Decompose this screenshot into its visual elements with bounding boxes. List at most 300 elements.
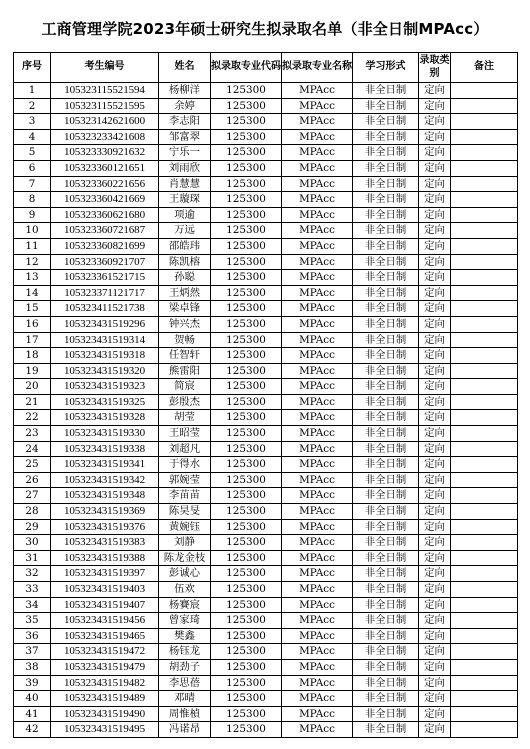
table-row: [14, 659, 518, 675]
row-index: 13: [14, 270, 51, 286]
header-candidate-id: 考生编号: [51, 53, 159, 83]
admission-type: 定向: [419, 270, 451, 286]
major-code: 125300: [211, 160, 282, 176]
remarks: [451, 613, 518, 629]
major-name: MPAcc: [282, 644, 353, 660]
student-name: 刘静: [159, 535, 211, 551]
row-index: 39: [14, 675, 51, 691]
table-row: [14, 129, 518, 145]
study-mode: 非全日制: [353, 145, 419, 161]
study-mode: 非全日制: [353, 613, 419, 629]
student-name: 刘雨欣: [159, 160, 211, 176]
row-index: 33: [14, 582, 51, 598]
row-index: 8: [14, 192, 51, 208]
row-index: 24: [14, 441, 51, 457]
candidate-id: 105323142621600: [51, 114, 159, 130]
remarks: [451, 722, 518, 738]
study-mode: 非全日制: [353, 722, 419, 738]
major-code: 125300: [211, 675, 282, 691]
table-row: [14, 488, 518, 504]
row-index: 2: [14, 98, 51, 114]
student-name: 贺畅: [159, 332, 211, 348]
candidate-id: 105323411521738: [51, 301, 159, 317]
remarks: [451, 644, 518, 660]
row-index: 1: [14, 83, 51, 99]
study-mode: 非全日制: [353, 348, 419, 364]
remarks: [451, 691, 518, 707]
candidate-id: 105323431519479: [51, 659, 159, 675]
candidate-id: 105323431519397: [51, 566, 159, 582]
student-name: 冯诺昂: [159, 722, 211, 738]
remarks: [451, 379, 518, 395]
major-name: MPAcc: [282, 207, 353, 223]
major-code: 125300: [211, 488, 282, 504]
row-index: 40: [14, 691, 51, 707]
study-mode: 非全日制: [353, 488, 419, 504]
row-index: 36: [14, 628, 51, 644]
candidate-id: 105323115521595: [51, 98, 159, 114]
study-mode: 非全日制: [353, 659, 419, 675]
candidate-id: 105323431519328: [51, 410, 159, 426]
study-mode: 非全日制: [353, 316, 419, 332]
student-name: 曾家琦: [159, 613, 211, 629]
student-name: 刘超凡: [159, 441, 211, 457]
header-name: 姓名: [159, 53, 211, 83]
remarks: [451, 566, 518, 582]
student-name: 伍欢: [159, 582, 211, 598]
major-name: MPAcc: [282, 472, 353, 488]
remarks: [451, 441, 518, 457]
major-name: MPAcc: [282, 285, 353, 301]
admission-type: 定向: [419, 98, 451, 114]
major-name: MPAcc: [282, 628, 353, 644]
student-name: 于得水: [159, 457, 211, 473]
row-index: 31: [14, 550, 51, 566]
row-index: 38: [14, 659, 51, 675]
table-row: [14, 316, 518, 332]
major-code: 125300: [211, 535, 282, 551]
student-name: 黄婉钰: [159, 519, 211, 535]
study-mode: 非全日制: [353, 160, 419, 176]
student-name: 李苗苗: [159, 488, 211, 504]
student-name: 肖慧慧: [159, 176, 211, 192]
student-name: 杨賽宸: [159, 597, 211, 613]
major-code: 125300: [211, 441, 282, 457]
major-name: MPAcc: [282, 301, 353, 317]
study-mode: 非全日制: [353, 441, 419, 457]
table-row: [14, 441, 518, 457]
study-mode: 非全日制: [353, 83, 419, 99]
major-code: 125300: [211, 706, 282, 722]
study-mode: 非全日制: [353, 114, 419, 130]
remarks: [451, 659, 518, 675]
admission-type: 定向: [419, 566, 451, 582]
table-row: [14, 301, 518, 317]
major-code: 125300: [211, 332, 282, 348]
admission-type: 定向: [419, 379, 451, 395]
remarks: [451, 394, 518, 410]
admission-type: 定向: [419, 691, 451, 707]
study-mode: 非全日制: [353, 535, 419, 551]
major-name: MPAcc: [282, 348, 353, 364]
candidate-id: 105323360221656: [51, 176, 159, 192]
remarks: [451, 316, 518, 332]
table-body: [14, 83, 518, 738]
remarks: [451, 410, 518, 426]
table-row: [14, 160, 518, 176]
major-name: MPAcc: [282, 488, 353, 504]
table-row: [14, 114, 518, 130]
student-name: 邓晴: [159, 691, 211, 707]
remarks: [451, 192, 518, 208]
major-name: MPAcc: [282, 504, 353, 520]
admission-type: 定向: [419, 504, 451, 520]
study-mode: 非全日制: [353, 691, 419, 707]
remarks: [451, 114, 518, 130]
table-row: [14, 582, 518, 598]
major-name: MPAcc: [282, 722, 353, 738]
row-index: 42: [14, 722, 51, 738]
table-row: [14, 98, 518, 114]
admission-type: 定向: [419, 457, 451, 473]
remarks: [451, 83, 518, 99]
major-code: 125300: [211, 472, 282, 488]
table-row: [14, 285, 518, 301]
major-name: MPAcc: [282, 550, 353, 566]
candidate-id: 105323360921707: [51, 254, 159, 270]
study-mode: 非全日制: [353, 254, 419, 270]
student-name: 孙聪: [159, 270, 211, 286]
candidate-id: 105323431519388: [51, 550, 159, 566]
table-row: [14, 332, 518, 348]
student-name: 陈昊旻: [159, 504, 211, 520]
major-name: MPAcc: [282, 223, 353, 239]
candidate-id: 105323431519318: [51, 348, 159, 364]
admission-type: 定向: [419, 223, 451, 239]
candidate-id: 105323330921632: [51, 145, 159, 161]
row-index: 16: [14, 316, 51, 332]
admission-type: 定向: [419, 145, 451, 161]
major-name: MPAcc: [282, 597, 353, 613]
remarks: [451, 363, 518, 379]
student-name: 杨钰龙: [159, 644, 211, 660]
major-code: 125300: [211, 83, 282, 99]
row-index: 19: [14, 363, 51, 379]
major-name: MPAcc: [282, 160, 353, 176]
admission-type: 定向: [419, 426, 451, 442]
major-name: MPAcc: [282, 426, 353, 442]
remarks: [451, 504, 518, 520]
candidate-id: 105323431519348: [51, 488, 159, 504]
major-code: 125300: [211, 270, 282, 286]
student-name: 樊鑫: [159, 628, 211, 644]
candidate-id: 105323360121651: [51, 160, 159, 176]
major-code: 125300: [211, 613, 282, 629]
major-name: MPAcc: [282, 582, 353, 598]
admission-type: 定向: [419, 192, 451, 208]
admission-type: 定向: [419, 316, 451, 332]
table-row: [14, 628, 518, 644]
table-row: [14, 207, 518, 223]
major-code: 125300: [211, 379, 282, 395]
major-code: 125300: [211, 316, 282, 332]
table-row: [14, 270, 518, 286]
candidate-id: 105323360621680: [51, 207, 159, 223]
candidate-id: 105323431519465: [51, 628, 159, 644]
major-code: 125300: [211, 504, 282, 520]
student-name: 李志阳: [159, 114, 211, 130]
table-header-row: [14, 53, 518, 83]
remarks: [451, 582, 518, 598]
candidate-id: 105323431519490: [51, 706, 159, 722]
row-index: 7: [14, 176, 51, 192]
remarks: [451, 457, 518, 473]
study-mode: 非全日制: [353, 176, 419, 192]
admission-table: [13, 52, 518, 738]
remarks: [451, 628, 518, 644]
major-name: MPAcc: [282, 613, 353, 629]
table-row: [14, 675, 518, 691]
major-code: 125300: [211, 348, 282, 364]
remarks: [451, 160, 518, 176]
admission-type: 定向: [419, 363, 451, 379]
table-row: [14, 457, 518, 473]
study-mode: 非全日制: [353, 644, 419, 660]
major-code: 125300: [211, 394, 282, 410]
row-index: 20: [14, 379, 51, 395]
major-code: 125300: [211, 628, 282, 644]
study-mode: 非全日制: [353, 457, 419, 473]
candidate-id: 105323115521594: [51, 83, 159, 99]
study-mode: 非全日制: [353, 472, 419, 488]
table-row: [14, 192, 518, 208]
admission-type: 定向: [419, 519, 451, 535]
student-name: 胡莹: [159, 410, 211, 426]
admission-type: 定向: [419, 160, 451, 176]
row-index: 35: [14, 613, 51, 629]
remarks: [451, 98, 518, 114]
student-name: 李思蓓: [159, 675, 211, 691]
admission-type: 定向: [419, 129, 451, 145]
major-name: MPAcc: [282, 129, 353, 145]
major-name: MPAcc: [282, 316, 353, 332]
table-header: [14, 53, 518, 83]
admission-type: 定向: [419, 441, 451, 457]
header-index: 序号: [14, 53, 51, 83]
major-code: 125300: [211, 644, 282, 660]
candidate-id: 105323431519325: [51, 394, 159, 410]
row-index: 12: [14, 254, 51, 270]
major-name: MPAcc: [282, 192, 353, 208]
major-code: 125300: [211, 145, 282, 161]
table-row: [14, 535, 518, 551]
major-code: 125300: [211, 457, 282, 473]
student-name: 胡劲子: [159, 659, 211, 675]
row-index: 10: [14, 223, 51, 239]
table-row: [14, 145, 518, 161]
major-name: MPAcc: [282, 332, 353, 348]
study-mode: 非全日制: [353, 706, 419, 722]
candidate-id: 105323431519489: [51, 691, 159, 707]
remarks: [451, 472, 518, 488]
student-name: 陈凯榕: [159, 254, 211, 270]
row-index: 23: [14, 426, 51, 442]
remarks: [451, 238, 518, 254]
table-row: [14, 597, 518, 613]
major-code: 125300: [211, 691, 282, 707]
major-code: 125300: [211, 410, 282, 426]
row-index: 9: [14, 207, 51, 223]
admission-type: 定向: [419, 285, 451, 301]
major-name: MPAcc: [282, 457, 353, 473]
table-row: [14, 472, 518, 488]
candidate-id: 105323431519296: [51, 316, 159, 332]
admission-type: 定向: [419, 659, 451, 675]
major-name: MPAcc: [282, 83, 353, 99]
header-admission-type: 录取类别: [419, 53, 451, 83]
row-index: 15: [14, 301, 51, 317]
header-remarks: 备注: [451, 53, 518, 83]
student-name: 杨柳洋: [159, 83, 211, 99]
major-code: 125300: [211, 363, 282, 379]
remarks: [451, 348, 518, 364]
major-name: MPAcc: [282, 519, 353, 535]
major-code: 125300: [211, 426, 282, 442]
major-code: 125300: [211, 597, 282, 613]
row-index: 41: [14, 706, 51, 722]
table-row: [14, 722, 518, 738]
major-name: MPAcc: [282, 691, 353, 707]
table-row: [14, 519, 518, 535]
candidate-id: 105323431519320: [51, 363, 159, 379]
study-mode: 非全日制: [353, 426, 419, 442]
row-index: 18: [14, 348, 51, 364]
study-mode: 非全日制: [353, 582, 419, 598]
major-name: MPAcc: [282, 675, 353, 691]
study-mode: 非全日制: [353, 285, 419, 301]
page-title: 工商管理学院2023年硕士研究生拟录取名单（非全日制MPAcc）: [41, 20, 489, 38]
candidate-id: 105323431519495: [51, 722, 159, 738]
remarks: [451, 285, 518, 301]
row-index: 37: [14, 644, 51, 660]
study-mode: 非全日制: [353, 207, 419, 223]
study-mode: 非全日制: [353, 519, 419, 535]
admission-type: 定向: [419, 722, 451, 738]
student-name: 王昭莹: [159, 426, 211, 442]
study-mode: 非全日制: [353, 98, 419, 114]
candidate-id: 105323431519330: [51, 426, 159, 442]
candidate-id: 105323371121717: [51, 285, 159, 301]
remarks: [451, 519, 518, 535]
table-row: [14, 410, 518, 426]
student-name: 万远: [159, 223, 211, 239]
candidate-id: 105323431519403: [51, 582, 159, 598]
remarks: [451, 597, 518, 613]
major-name: MPAcc: [282, 394, 353, 410]
admission-type: 定向: [419, 114, 451, 130]
admission-type: 定向: [419, 597, 451, 613]
major-name: MPAcc: [282, 270, 353, 286]
major-name: MPAcc: [282, 706, 353, 722]
remarks: [451, 207, 518, 223]
row-index: 28: [14, 504, 51, 520]
major-name: MPAcc: [282, 566, 353, 582]
remarks: [451, 129, 518, 145]
row-index: 32: [14, 566, 51, 582]
major-name: MPAcc: [282, 441, 353, 457]
row-index: 17: [14, 332, 51, 348]
study-mode: 非全日制: [353, 394, 419, 410]
admission-type: 定向: [419, 613, 451, 629]
major-code: 125300: [211, 254, 282, 270]
admission-type: 定向: [419, 675, 451, 691]
major-code: 125300: [211, 550, 282, 566]
major-code: 125300: [211, 301, 282, 317]
student-name: 钟兴杰: [159, 316, 211, 332]
candidate-id: 105323431519369: [51, 504, 159, 520]
student-name: 项逾: [159, 207, 211, 223]
table-row: [14, 238, 518, 254]
student-name: 周惟楨: [159, 706, 211, 722]
table-row: [14, 426, 518, 442]
major-name: MPAcc: [282, 410, 353, 426]
student-name: 余婷: [159, 98, 211, 114]
admission-type: 定向: [419, 83, 451, 99]
major-name: MPAcc: [282, 145, 353, 161]
student-name: 邹富翠: [159, 129, 211, 145]
candidate-id: 105323431519314: [51, 332, 159, 348]
table-row: [14, 176, 518, 192]
remarks: [451, 706, 518, 722]
row-index: 29: [14, 519, 51, 535]
candidate-id: 105323431519456: [51, 613, 159, 629]
student-name: 郭婉莹: [159, 472, 211, 488]
candidate-id: 105323431519342: [51, 472, 159, 488]
study-mode: 非全日制: [353, 238, 419, 254]
student-name: 熊雷阳: [159, 363, 211, 379]
student-name: 任智轩: [159, 348, 211, 364]
study-mode: 非全日制: [353, 332, 419, 348]
study-mode: 非全日制: [353, 504, 419, 520]
study-mode: 非全日制: [353, 363, 419, 379]
candidate-id: 105323431519338: [51, 441, 159, 457]
row-index: 27: [14, 488, 51, 504]
major-name: MPAcc: [282, 363, 353, 379]
admission-type: 定向: [419, 488, 451, 504]
admission-type: 定向: [419, 332, 451, 348]
table-row: [14, 394, 518, 410]
study-mode: 非全日制: [353, 597, 419, 613]
row-index: 25: [14, 457, 51, 473]
study-mode: 非全日制: [353, 379, 419, 395]
student-name: 简宸: [159, 379, 211, 395]
study-mode: 非全日制: [353, 566, 419, 582]
row-index: 26: [14, 472, 51, 488]
candidate-id: 105323233421608: [51, 129, 159, 145]
student-name: 王炳然: [159, 285, 211, 301]
study-mode: 非全日制: [353, 301, 419, 317]
admission-type: 定向: [419, 207, 451, 223]
table-row: [14, 254, 518, 270]
remarks: [451, 145, 518, 161]
table-row: [14, 363, 518, 379]
admission-type: 定向: [419, 394, 451, 410]
student-name: 王璇琛: [159, 192, 211, 208]
admission-type: 定向: [419, 582, 451, 598]
admission-type: 定向: [419, 301, 451, 317]
candidate-id: 105323431519383: [51, 535, 159, 551]
row-index: 3: [14, 114, 51, 130]
